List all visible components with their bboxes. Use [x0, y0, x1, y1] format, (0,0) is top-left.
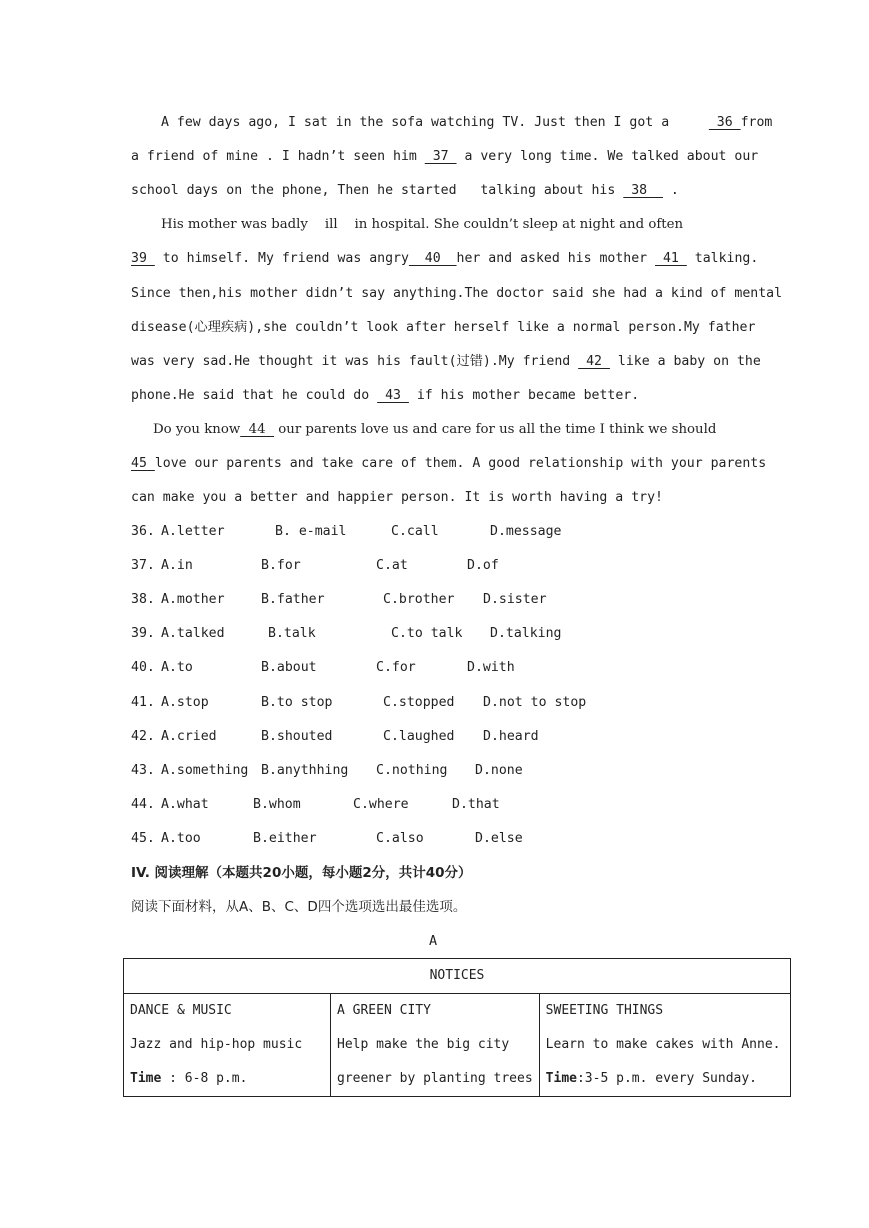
question-number: 39. [131, 626, 155, 642]
option-c: C.laughed [383, 728, 455, 744]
notice-dance-music [124, 994, 331, 1097]
option-a: A.cried [161, 728, 217, 744]
option-d: D.that [452, 796, 500, 812]
blank-44: 44 [240, 422, 275, 437]
question-number: 45. [131, 830, 155, 846]
option-c: C.call [391, 524, 439, 539]
notice-time [546, 1062, 784, 1096]
question-number: 37. [131, 558, 155, 574]
passage-line: Do you know 44 our parents love us and care for us all the time I think we should [153, 422, 717, 437]
notices-title: NOTICES [124, 959, 791, 994]
option-c: C.nothing [376, 762, 448, 778]
blank-40: 40 [408, 251, 457, 266]
blank-37: 37 [424, 149, 457, 164]
notice-text: greener by planting trees [337, 1071, 533, 1086]
option-b: B.either [253, 830, 317, 846]
option-b: B.talk [268, 626, 316, 642]
notice-title: DANCE & MUSIC [130, 1003, 232, 1018]
blank-43: 43 [377, 388, 409, 403]
passage-line: disease(心理疾病),she couldn’t look after herself like a normal person.My father [131, 320, 756, 335]
passage-line: 39 to himself. My friend was angry 40 her and asked his mother 41 talking. [131, 251, 759, 266]
option-a: A.something [161, 762, 249, 778]
question-number: 38. [131, 592, 155, 608]
option-b: B. e-mail [275, 524, 347, 539]
option-b: B.for [261, 558, 301, 574]
option-a: A.talked [161, 626, 225, 642]
time-label: Time [545, 1071, 577, 1086]
section-heading: IV. 阅读理解（本题共20小题，每小题2分，共计40分） [131, 865, 472, 881]
notice-text: Help make the big city [337, 1037, 510, 1052]
section-instruction: 阅读下面材料，从A、B、C、D四个选项选出最佳选项。 [131, 899, 467, 915]
question-number: 41. [131, 694, 155, 710]
option-b: B.anythhing [261, 762, 349, 778]
blank-45: 45 [131, 456, 155, 471]
passage-line: was very sad.He thought it was his fault(过错).My friend 42 like a baby on the [131, 354, 761, 369]
time-label: Time [130, 1071, 162, 1086]
passage-line: A few days ago, I sat in the sofa watching TV. Just then I got a 36 from [161, 115, 773, 130]
option-d: D.talking [490, 626, 562, 642]
notice-green-city [331, 994, 540, 1097]
option-b: B.shouted [261, 728, 333, 744]
option-b: B.to stop [261, 694, 333, 710]
option-a: A.too [161, 830, 201, 846]
notice-title: SWEETING THINGS [545, 1003, 664, 1018]
notice-title: A GREEN CITY [337, 1003, 431, 1018]
time-value: : 6-8 p.m. [161, 1071, 248, 1086]
passage-line: His mother was badly ill in hospital. She couldn’t sleep at night and often [161, 217, 684, 232]
option-b: B.about [261, 660, 317, 676]
option-a: A.in [161, 558, 193, 574]
question-number: 43. [131, 762, 155, 778]
passage-line: a friend of mine . I hadn’t seen him 37 a very long time. We talked about our [131, 149, 759, 164]
blank-38: 38 [623, 183, 663, 198]
notice-sweeting-things [539, 994, 790, 1097]
option-c: C.to talk [391, 626, 463, 642]
option-c: C.also [376, 830, 424, 846]
question-number: 36. [131, 524, 155, 539]
option-a: A.stop [161, 694, 209, 710]
option-d: D.not to stop [483, 694, 587, 710]
option-c: C.stopped [383, 694, 455, 710]
option-d: D.heard [483, 728, 539, 744]
blank-42: 42 [578, 354, 610, 369]
notice-time [130, 1062, 324, 1096]
option-c: C.at [376, 558, 408, 574]
option-d: D.sister [483, 592, 547, 608]
blank-39: 39 [131, 251, 155, 266]
passage-line: Since then,his mother didn’t say anything.The doctor said she had a kind of mental [131, 286, 783, 301]
blank-41: 41 [655, 251, 687, 266]
passage-line: school days on the phone, Then he started talking about his 38 . [131, 183, 679, 198]
option-b: B.whom [253, 796, 301, 812]
option-d: D.else [475, 830, 523, 846]
blank-36: 36 [708, 115, 741, 130]
option-a: A.letter [161, 524, 225, 539]
question-number: 42. [131, 728, 155, 744]
option-a: A.mother [161, 592, 225, 608]
notice-text: Jazz and hip-hop music [130, 1037, 303, 1052]
part-label: A [429, 933, 438, 949]
notice-text: Learn to make cakes with Anne. [545, 1037, 781, 1052]
question-number: 40. [131, 660, 155, 676]
option-c: C.brother [383, 592, 455, 608]
option-c: C.for [376, 660, 416, 676]
option-b: B.father [261, 592, 325, 608]
passage-line: 45 love our parents and take care of them. A good relationship with your parents [131, 456, 767, 471]
question-number: 44. [131, 796, 155, 812]
passage-line: phone.He said that he could do 43 if his mother became better. [131, 388, 640, 403]
time-value: :3-5 p.m. every Sunday. [576, 1071, 757, 1086]
passage-line: can make you a better and happier person. It is worth having a try! [131, 490, 663, 505]
option-d: D.message [490, 524, 562, 539]
option-c: C.where [353, 796, 409, 812]
option-d: D.none [475, 762, 523, 778]
option-a: A.to [161, 660, 193, 676]
option-d: D.with [467, 660, 515, 676]
option-d: D.of [467, 558, 499, 574]
option-a: A.what [161, 796, 209, 812]
notices-table [123, 958, 791, 1097]
